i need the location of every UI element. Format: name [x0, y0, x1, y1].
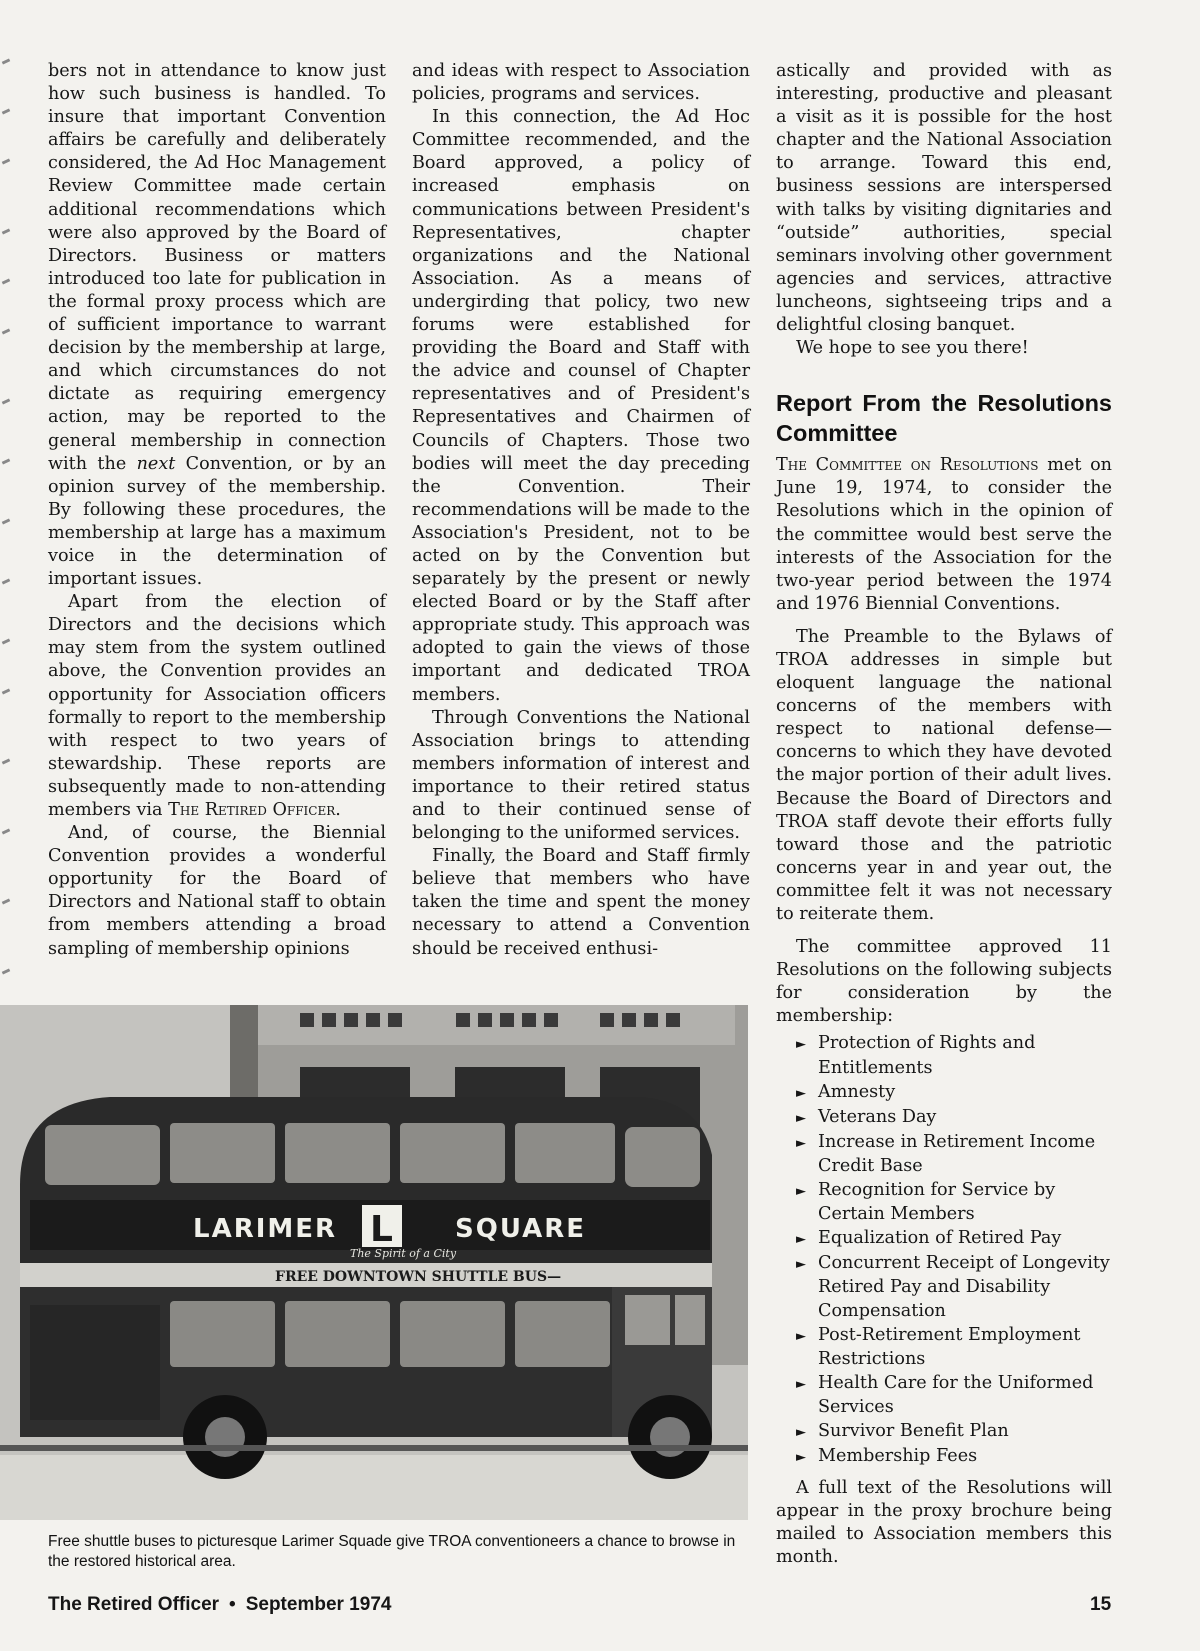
page-number: 15: [1090, 1594, 1112, 1615]
triangle-bullet-icon: ►: [796, 1257, 806, 1273]
triangle-bullet-icon: ►: [796, 1110, 806, 1126]
list-item: ► Veterans Day: [776, 1106, 1112, 1130]
paragraph: Finally, the Board and Staff firmly believe that members who have taken the time and spent the money necessary to attend a Convention should be received enthusi-: [412, 846, 750, 959]
triangle-bullet-icon: ►: [796, 1232, 806, 1248]
paragraph: In this connection, the Ad Hoc Committee recommended, and the Board approved, a policy of increased emphasis on communications between President's Representatives, chapter organizations and the National Association. As a means of undergirding that policy, two new forums were established for providing the Board and Staff with the advice and counsel of Chapter representatives and of President's Representatives and Chairmen of Councils of Chapters. Those two bodies will meet the day preceding the Convention. Their recommendations will be made to the Association's President, not to be acted on by the Convention but separately by the present or newly elected Board or by the Staff after appropriate study. This approach was adopted to gain the views of those important and dedicated TROA members.: [412, 107, 750, 705]
bus-banner: FREE DOWNTOWN SHUTTLE BUS—: [275, 1269, 562, 1285]
list-item: ► Post-Retirement Employment Restrictions: [796, 1324, 1081, 1369]
bus-tagline: The Spirit of a City: [350, 1247, 457, 1260]
triangle-bullet-icon: ►: [796, 1037, 806, 1053]
list-item: ► Amnesty: [776, 1081, 1112, 1105]
triangle-bullet-icon: ►: [796, 1184, 806, 1200]
paragraph: A full text of the Resolutions will appear in the proxy brochure being mailed to Association members this month.: [776, 1478, 1112, 1568]
list-item: ► Concurrent Receipt of Longevity Retired Pay and Disability Compensation: [796, 1253, 1110, 1321]
paragraph: The Preamble to the Bylaws of TROA addresses in simple but eloquent language the national concerns of the members with respect to national defense—concerns to which they have devoted the major portion of their adult lives. Because the Board of Directors and TROA staff devote their efforts fully toward those and the patriotic concerns year in and year out, the committee felt it was not necessary to reiterate them.: [776, 626, 1112, 924]
triangle-bullet-icon: ►: [796, 1328, 806, 1344]
photo-caption: Free shuttle buses to picturesque Larimer Squade give TROA conventioneers a chance to browse in the restored historical area.: [48, 1533, 736, 1570]
paragraph: We hope to see you there!: [796, 338, 1029, 359]
bus-sign-left: LARIMER: [193, 1214, 338, 1244]
triangle-bullet-icon: ►: [796, 1135, 806, 1151]
triangle-bullet-icon: ►: [796, 1450, 806, 1466]
paragraph: Apart from the election of Directors and the decisions which may stem from the system outlined above, the Convention provides an opportunity for Association officers formally to report to the membership with respect to two years of stewardship. These reports are subsequently made to non-attending members via The Retired Officer.: [48, 592, 386, 820]
list-item: ► Protection of Rights and Entitlements: [796, 1033, 1036, 1078]
paragraph: bers not in attendance to know just how such business is handled. To insure that important Convention affairs be carefully and deliberately considered, the Ad Hoc Management Review Committee made certain additional recommendations which were also approved by the Board of Directors. Business or matters introduced too late for publication in the formal proxy process which are of sufficient importance to warrant decision by the membership at large, and which circumstances do not dictate as requiring emergency action, may be reported to the general membership in connection with the next Convention, or by an opinion survey of the membership. By following these procedures, the membership at large has a maximum voice in the determination of important issues.: [48, 61, 386, 590]
publication-name: The Retired Officer: [168, 800, 336, 820]
paragraph: and ideas with respect to Association policies, programs and services.: [412, 61, 750, 105]
issue-date: September 1974: [245, 1594, 392, 1615]
article-column-3: [776, 60, 1112, 1570]
committee-name: The Committee on Resolutions: [776, 455, 1039, 476]
triangle-bullet-icon: ►: [796, 1085, 806, 1101]
triangle-bullet-icon: ►: [796, 1376, 806, 1392]
bus-photo: [0, 1005, 748, 1520]
separator-dot: •: [229, 1594, 236, 1615]
article-column-2: [412, 60, 750, 961]
paragraph: astically and provided with as interesting, productive and pleasant a visit as it is possible for the host chapter and the National Association to arrange. Toward this end, business sessions are interspersed with talks by visiting dignitaries and “outside” authorities, special seminars involving other government agencies and services, attractive luncheons, sightseeing trips and a delightful closing banquet.: [776, 61, 1112, 336]
list-item: ► Recognition for Service by Certain Members: [796, 1180, 1056, 1225]
paragraph: The committee approved 11 Resolutions on the following subjects for consideration by the membership:: [776, 937, 1112, 1027]
paragraph: The Committee on Resolutions met on June 19, 1974, to consider the Resolutions which in the opinion of the committee would best serve the interests of the Association for the two-year period between the 1974 and 1976 Biennial Conventions.: [776, 455, 1112, 614]
bus-logo: L: [370, 1209, 393, 1250]
resolutions-list: [776, 1032, 1112, 1469]
section-heading: Report From the Resolutions Committee: [776, 390, 1112, 447]
list-item: ► Equalization of Retired Pay: [776, 1227, 1112, 1251]
list-item: ► Increase in Retirement Income Credit Base: [796, 1131, 1096, 1176]
list-item: ► Membership Fees: [776, 1445, 1112, 1469]
bus-sign-right: SQUARE: [455, 1214, 587, 1244]
paragraph: Through Conventions the National Association brings to attending members information of interest and importance to their retired status and to their continued sense of belonging to the uniformed services.: [412, 707, 750, 844]
triangle-bullet-icon: ►: [796, 1424, 806, 1440]
article-column-1: [48, 60, 386, 961]
paragraph: And, of course, the Biennial Convention provides a wonderful opportunity for the Board of Directors and National staff to obtain from members attending a broad sampling of membership opinions: [48, 823, 386, 959]
list-item: ► Survivor Benefit Plan: [776, 1420, 1112, 1444]
list-item: ► Health Care for the Uniformed Services: [796, 1372, 1094, 1417]
page-footer: [48, 1594, 391, 1616]
bus-illustration: [0, 1005, 748, 1520]
publication-title: The Retired Officer: [48, 1594, 220, 1615]
